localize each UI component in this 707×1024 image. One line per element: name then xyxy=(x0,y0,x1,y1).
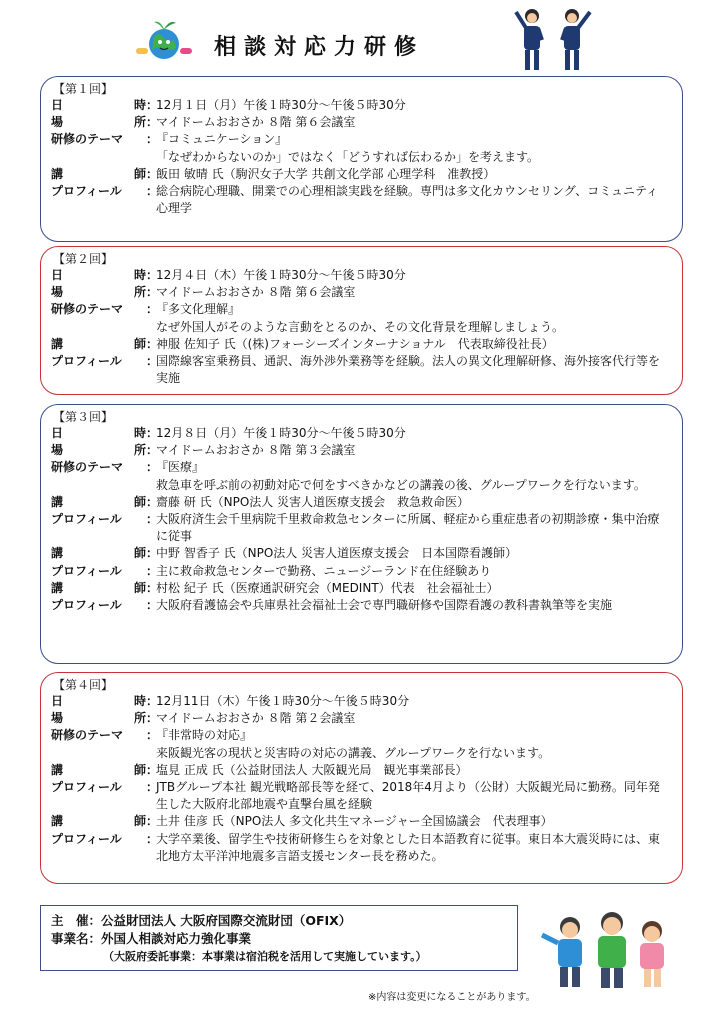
field-value-theme: 『コミュニケーション』 「なぜわからないのか」ではなく「どうすれば伝わるか」を考えます。 xyxy=(156,132,540,164)
field-label-lecturer xyxy=(51,166,146,183)
field-label-lecturer xyxy=(51,813,146,830)
stretching-people-icon xyxy=(508,6,602,72)
session-field-row xyxy=(51,831,670,865)
field-label-lecturer xyxy=(51,494,146,511)
session-number: 【第１回】 xyxy=(53,82,114,96)
session-field-row xyxy=(51,267,670,284)
change-note: ※内容は変更になることがあります。 xyxy=(368,992,536,1003)
field-value-theme: 『医療』 救急車を呼ぶ前の初動対応で何をすべきかなどの講義の後、グループワークを行ないます。 xyxy=(156,460,646,492)
field-label-char: 師 xyxy=(133,762,146,777)
session-field-row xyxy=(51,545,670,562)
field-label-theme: 研修のテーマ xyxy=(51,728,124,743)
field-value-lecturer: 飯田 敏晴 氏（駒沢女子大学 共創文化学部 心理学科 准教授） xyxy=(156,166,496,181)
field-label-profile: プロフィール xyxy=(51,354,122,369)
colon-separator: ： xyxy=(146,728,159,743)
session-field-row xyxy=(51,494,670,511)
session-field-row xyxy=(51,779,670,813)
colon-separator: ： xyxy=(146,460,159,475)
field-label-profile: プロフィール xyxy=(51,184,122,199)
session-field-row xyxy=(51,762,670,779)
colon-separator: ： xyxy=(146,354,159,369)
field-label-lecturer xyxy=(51,545,146,562)
field-label-profile: プロフィール xyxy=(51,780,122,795)
session-field-row xyxy=(51,183,670,217)
field-label-char: 場 xyxy=(51,115,64,130)
session-number: 【第３回】 xyxy=(53,410,114,424)
header xyxy=(0,0,707,72)
colon-separator: ： xyxy=(146,98,159,112)
field-label-char: 場 xyxy=(51,711,64,726)
session-field-row xyxy=(51,727,670,761)
session-field-row xyxy=(51,563,670,580)
field-value-profile: JTBグループ本社 観光戦略部長等を経て、2018年4月より（公財）大阪観光局に勤務。同年発生した大阪府北部地震や直撃台風を経験 xyxy=(156,780,660,812)
field-label-lecturer xyxy=(51,762,146,779)
field-value-lecturer: 土井 佳彦 氏（NPO法人 多文化共生マネージャー全国協議会 代表理事） xyxy=(156,814,553,829)
session-field-row xyxy=(51,301,670,335)
field-label-profile: プロフィール xyxy=(51,598,122,613)
field-label-char: 所 xyxy=(133,443,146,458)
field-label-theme: 研修のテーマ xyxy=(51,132,124,147)
field-label-char: 時 xyxy=(133,426,146,440)
field-label-lecturer xyxy=(51,336,146,353)
session-field-row xyxy=(51,459,670,493)
colon-separator: ： xyxy=(146,780,159,795)
field-label-date xyxy=(51,425,146,442)
session-field-row xyxy=(51,166,670,183)
field-label-place xyxy=(51,284,146,301)
session-card-4 xyxy=(40,672,683,884)
field-label-place xyxy=(51,710,146,727)
session-field-row xyxy=(51,97,670,114)
colon-separator: ： xyxy=(146,166,159,181)
field-value-date: 12月８日（月）午後１時30分～午後５時30分 xyxy=(156,426,406,440)
session-number: 【第４回】 xyxy=(53,678,114,692)
session-field-row xyxy=(51,693,670,710)
field-label-place xyxy=(51,442,146,459)
field-value-profile: 国際線客室乗務員、通訳、海外渉外業務等を経験。法人の異文化理解研修、海外接客代行等を実施 xyxy=(156,354,661,386)
field-label-char: 日 xyxy=(51,268,64,282)
field-value-lecturer: 齋藤 研 氏（NPO法人 災害人道医療支援会 救急救命医） xyxy=(156,494,470,509)
field-label-profile: プロフィール xyxy=(51,512,122,527)
field-label-char: 講 xyxy=(51,494,64,509)
session-card-3 xyxy=(40,404,683,664)
field-value-place: マイドームおおさか ８階 第２会議室 xyxy=(156,711,356,726)
session-field-row xyxy=(51,425,670,442)
session-field-row xyxy=(51,710,670,727)
colon-separator: ： xyxy=(146,268,159,282)
field-value-theme: 『非常時の対応』 来阪観光客の現状と災害時の対応の講義、グループワークを行ないます。 xyxy=(156,728,551,760)
organizer-line: 主 催：公益財団法人 大阪府国際交流財団（OFIX） xyxy=(51,913,352,928)
field-label-char: 講 xyxy=(51,336,64,351)
field-label-date xyxy=(51,97,146,114)
field-label-char: 時 xyxy=(133,268,146,282)
session-card-1 xyxy=(40,76,683,242)
colon-separator: ： xyxy=(146,426,159,440)
field-label-char: 講 xyxy=(51,814,64,829)
field-label-lecturer xyxy=(51,580,146,597)
field-value-lecturer: 村松 紀子 氏（医療通訳研究会（MEDINT）代表 社会福祉士） xyxy=(156,580,499,595)
field-value-date: 12月１日（月）午後１時30分～午後５時30分 xyxy=(156,98,406,112)
field-value-date: 12月４日（木）午後１時30分～午後５時30分 xyxy=(156,268,406,282)
colon-separator: ： xyxy=(146,302,159,317)
field-value-profile: 大学卒業後、留学生や技術研修生らを対象とした日本語教育に従事。東日本大震災時には、東北地方太平洋沖地震多言語支援センター長を務めた。 xyxy=(156,831,661,863)
field-value-date: 12月11日（木）午後１時30分～午後５時30分 xyxy=(156,694,410,708)
session-field-row xyxy=(51,511,670,545)
session-number: 【第２回】 xyxy=(53,252,114,266)
field-label-char: 日 xyxy=(51,98,64,112)
colon-separator: ： xyxy=(146,580,159,595)
field-value-lecturer: 神服 佐知子 氏（(株)フォーシーズインターナショナル 代表取締役社長） xyxy=(156,336,554,351)
session-field-row xyxy=(51,442,670,459)
field-label-profile: プロフィール xyxy=(51,831,122,846)
field-label-char: 所 xyxy=(133,115,146,130)
field-label-char: 師 xyxy=(133,580,146,595)
field-label-char: 師 xyxy=(133,546,146,561)
colon-separator: ： xyxy=(146,598,159,613)
session-card-2 xyxy=(40,246,683,395)
colon-separator: ： xyxy=(146,336,159,351)
session-field-row xyxy=(51,353,670,387)
colon-separator: ： xyxy=(146,132,159,147)
session-field-row xyxy=(51,813,670,830)
field-label-char: 師 xyxy=(133,494,146,509)
session-field-row xyxy=(51,580,670,597)
field-label-char: 日 xyxy=(51,694,64,708)
session-field-row xyxy=(51,336,670,353)
colon-separator: ： xyxy=(146,831,159,846)
field-value-lecturer: 塩見 正成 氏（公益財団法人 大阪観光局 観光事業部長） xyxy=(156,762,468,777)
organizer-box xyxy=(40,905,518,971)
session-field-row xyxy=(51,284,670,301)
colon-separator: ： xyxy=(146,563,159,578)
session-field-row xyxy=(51,131,670,165)
globe-mascot-icon xyxy=(130,18,196,64)
field-value-place: マイドームおおさか ８階 第６会議室 xyxy=(156,115,356,130)
commission-note: （大阪府委託事業：本事業は宿泊税を活用して実施しています。） xyxy=(103,950,427,963)
field-value-profile: 主に救命救急センターで勤務、ニュージーランド在住経験あり xyxy=(156,563,492,578)
field-label-char: 講 xyxy=(51,580,64,595)
colon-separator: ： xyxy=(146,546,159,561)
page-title: 相談対応力研修 xyxy=(214,35,425,60)
field-label-profile: プロフィール xyxy=(51,563,122,578)
field-label-char: 場 xyxy=(51,285,64,300)
field-label-char: 講 xyxy=(51,166,64,181)
field-label-char: 師 xyxy=(133,166,146,181)
colon-separator: ： xyxy=(146,814,159,829)
field-label-theme: 研修のテーマ xyxy=(51,302,124,317)
colon-separator: ： xyxy=(146,762,159,777)
colon-separator: ： xyxy=(146,443,159,458)
field-label-char: 講 xyxy=(51,546,64,561)
project-name: 事業名：外国人相談対応力強化事業 xyxy=(51,931,252,946)
field-label-char: 所 xyxy=(133,711,146,726)
field-label-char: 師 xyxy=(133,336,146,351)
field-label-char: 講 xyxy=(51,762,64,777)
field-label-char: 時 xyxy=(133,98,146,112)
colon-separator: ： xyxy=(146,694,159,708)
field-value-profile: 総合病院心理職、開業での心理相談実践を経験。専門は多文化カウンセリング、コミュニティ心理学 xyxy=(156,184,659,216)
colon-separator: ： xyxy=(146,184,159,199)
group-of-people-icon xyxy=(540,905,690,990)
colon-separator: ： xyxy=(146,285,159,300)
field-label-char: 日 xyxy=(51,426,64,440)
session-field-row xyxy=(51,597,670,614)
field-value-theme: 『多文化理解』 なぜ外国人がそのような言動をとるのか、その文化背景を理解しましょう。 xyxy=(156,302,565,334)
field-label-date xyxy=(51,693,146,710)
colon-separator: ： xyxy=(146,512,159,527)
field-value-place: マイドームおおさか ８階 第６会議室 xyxy=(156,285,356,300)
field-value-profile: 大阪府済生会千里病院千里救命救急センターに所属、軽症から重症患者の初期診療・集中治療に従事 xyxy=(156,512,660,544)
field-label-theme: 研修のテーマ xyxy=(51,460,124,475)
colon-separator: ： xyxy=(146,115,159,130)
field-label-date xyxy=(51,267,146,284)
field-label-char: 場 xyxy=(51,443,64,458)
field-value-profile: 大阪府看護協会や兵庫県社会福祉士会で専門職研修や国際看護の教科書執筆等を実施 xyxy=(156,598,613,613)
colon-separator: ： xyxy=(146,711,159,726)
field-label-place xyxy=(51,114,146,131)
field-label-char: 時 xyxy=(133,694,146,708)
field-value-place: マイドームおおさか ８階 第３会議室 xyxy=(156,443,356,458)
session-field-row xyxy=(51,114,670,131)
field-label-char: 師 xyxy=(133,814,146,829)
field-value-lecturer: 中野 智香子 氏（NPO法人 災害人道医療支援会 日本国際看護師） xyxy=(156,546,518,561)
field-label-char: 所 xyxy=(133,285,146,300)
colon-separator: ： xyxy=(146,494,159,509)
